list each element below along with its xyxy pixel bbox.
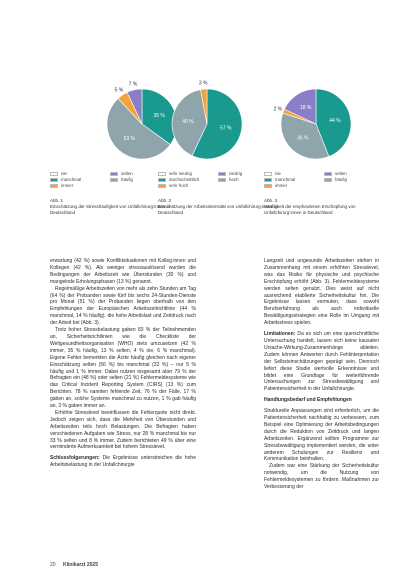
paragraph-text: Da es sich um eine querschnittliche Untersuchung handelt, lassen sich keine kausalen Ursache-Wirkung-Zusammenhänge ableiten. Zudem können Antworten durch Fehlinterpretation der Selbsteinschätzungen geprägt sein. Dennoch liefert diese Studie wertvolle Erkenntnisse und bildet eine Grundlage für weiterführende Untersuchungen zur Stressbewältigung und Patientensicherheit in der Unfallchirurgie. (264, 331, 379, 393)
legend-label: sehr hoch (169, 183, 189, 188)
legend-label: immer (275, 183, 288, 188)
legend-swatch (158, 184, 166, 188)
legend-row (264, 183, 384, 189)
legend-swatch (264, 178, 272, 182)
legend-row (158, 183, 278, 189)
pie-slice-label: 36 % (297, 135, 309, 142)
caption-number: Abb. 1 (50, 198, 64, 203)
caption-1 (50, 198, 175, 216)
legend-label: nie (275, 171, 281, 176)
legend-2 (158, 171, 278, 189)
legend-swatch (50, 184, 58, 188)
paragraph: erwartung (42 %) sowie Konfliktsituationen mit Kolleg:innen und Kollegen (42 %). Als weniger stressauslösend wurden die Bedingungen der Arbeitszeit wie Überstunden (30 %) und mangelnde Erholungsphasen (13 %) genannt. (50, 258, 196, 285)
paragraph: Langzeit und ungesunde Arbeitszeiten stehen in Zusammenhang mit einem erhöhten Stresslevel, was das Risiko für physische und psychische Erschöpfung erhöht (Abb. 3). Fehlermeldesysteme werden selten genutzt. Dies weist auf nicht ausreichend etablierte Sicherheitskultur hin. Die Ergebnisse lassen vermuten, dass sowohl Berufserfahrung als auch individuelle Bewältigungsstrategien eine Rolle im Umgang mit Arbeitsstress spielen. (264, 258, 379, 327)
paragraph (50, 455, 196, 469)
paragraph: Strukturelle Anpassungen sind erforderlich, um die Patientensicherheit nachhaltig zu verbessern, zum Beispiel eine Optimierung der Arbeitsbedingungen durch die Reduktion von Zeitdruck und langen Arbeitszeiten. Ergänzend sollten Programme zur Stressbewältigung implementiert werden, die unter anderem Schulungen zur Resilienz und Kommunikation beinhalten. (264, 408, 379, 463)
paragraph: Zudem war eine Stärkung der Sicherheitskultur notwendig, um die Nutzung von Fehlermeldesystemen zu fördern. Maßnahmen zur Verbesserung der (264, 463, 379, 491)
right-text-column (264, 258, 379, 491)
pie-slice-label: 35 % (153, 112, 165, 119)
legend-label: hoch (229, 177, 239, 182)
caption-number: Abb. 2 (158, 198, 172, 203)
pie-slice-label: 44 % (329, 117, 341, 124)
pie-slice-label: 3 % (198, 80, 208, 87)
pie-slice-label: 18 % (299, 105, 312, 112)
legend-item (324, 177, 384, 183)
page-number: 20 (50, 562, 56, 568)
pie-slice-label: 53 % (123, 135, 135, 142)
legend-swatch (218, 172, 226, 176)
legend-label: häufig (121, 177, 133, 182)
legend-swatch (324, 178, 332, 182)
left-text-column (50, 258, 196, 469)
caption-text: Häufigkeit der empfundenen Erschöpfung von Unfallchirurg:innen in Deutschland (264, 204, 356, 215)
paragraph-heading: Handlungsbedarf und Empfehlungen (264, 397, 352, 404)
pie-slice-label: 57 % (220, 125, 232, 132)
caption-text: Einschätzung der Stresshäufigkeit von Unfallchirurg:innen in Deutschland (50, 204, 171, 215)
paragraph-heading: Schlussfolgerungen: (50, 455, 100, 462)
paragraph: Trotz hoher Stressbelastung gaben 83 % der Teilnehmenden an, Sicherheitsrichtlinien wie die Checkliste der Weltgesundheitsorganisation (WHO) stets umzusetzen (42 % immer, 35 % häufig, 13 % selten, 4 % nie, 6 % manchmal). Eigene Fehler bemerkten die Ärzte häufig gleichen nach eigener Einschätzung selten (56 %) bis manchmal (32 %) – nur 5 % häufig und 1 % immer. Dabei nutzen insgesamt aber 79 % der Befragten ein (48 %) oder selten (21 %) Fehlermeldesysteme wie das Critical Incident Reporting System (CIRS) (13 %) zum Berichten. 78 % nannten fehlende Zeit, 76 % der Fälle, 17 % gaben an, solche Systeme manchmal zu nutzen, 1 % gab häufig an, 3 % gaben immer an. (50, 327, 196, 410)
pie-chart-2 (147, 78, 267, 170)
paragraph: Regelmäßige Arbeitszeiten von mehr als zehn Stunden am Tag (64 %) der Probanden sowie fünf bis sechs 24-Stunden-Dienste pro Monat (51 %) der Probanden liegen oberhalb von den Empfehlungen der Europäischen Arbeitszeitrichtlinie (44 % manchmal, 14 % häufig), die hohe Arbeitslast und Zeitdruck nach der Arbeit bei (Abb. 3). (50, 285, 196, 327)
paragraph: Erhöhte Stresslevel beeinflussen die Fehlerquote nicht direkt. Jedoch zeigen sich, dass die Mehrheit von Überstunden und Arbeitszeiten teils hoch Belastungen. Die Befragten haben verschiedenen Aufgaben wie Stress, nur 28 % manchmal bis nur 33 % selten und 8 % immer. Zudem berichteten 49 % über eine verminderte Aufmerksamkeit bei hohem Stresslevel. (50, 409, 196, 451)
legend-swatch (158, 178, 166, 182)
paragraph (264, 397, 379, 404)
legend-label: niedrig (229, 171, 243, 176)
legend-swatch (50, 172, 58, 176)
legend-item (50, 183, 110, 189)
legend-swatch (324, 172, 332, 176)
caption-number: Abb. 3 (264, 198, 278, 203)
page-footer (50, 562, 98, 568)
legend-item (264, 183, 324, 189)
paragraph (264, 331, 379, 393)
legend-swatch (110, 172, 118, 176)
chart-2 (147, 78, 267, 170)
paragraph-heading: Limitationen: (264, 331, 296, 338)
legend-swatch (50, 178, 58, 182)
legend-swatch (264, 172, 272, 176)
paragraph-text: Die Ergebnisse unterstreichen die hohe Arbeitsbelastung in der Unfallchirurgie (50, 455, 196, 469)
legend-swatch (218, 178, 226, 182)
legend-label: nie (61, 171, 67, 176)
legend-label: selten (335, 171, 347, 176)
pie-chart-3 (256, 78, 376, 170)
legend-label: manchmal (61, 177, 82, 182)
pie-slice-label: 40 % (182, 119, 194, 126)
legend-row (50, 183, 170, 189)
journal-name: Klinikarzt 2025 (62, 562, 98, 568)
chart-3 (256, 78, 376, 170)
legend-label: sehr niedrig (169, 171, 192, 176)
legend-label: immer (61, 183, 74, 188)
caption-3 (264, 198, 389, 216)
legend-item (158, 183, 218, 189)
caption-text: Einschätzung der Arbeitsintensität von Unfallchirurg:innen in Deutschland (158, 204, 278, 215)
pie-slice-label: 5 % (114, 87, 124, 94)
pie-slice-label: 7 % (128, 81, 138, 88)
legend-1 (50, 171, 170, 189)
legend-swatch (110, 178, 118, 182)
legend-label: selten (121, 171, 133, 176)
legend-swatch (264, 184, 272, 188)
legend-swatch (158, 172, 166, 176)
legend-label: häufig (335, 177, 347, 182)
pie-slice-label: 2 % (273, 106, 283, 113)
legend-label: manchmal (275, 177, 296, 182)
legend-label: durchschnittlich (169, 177, 200, 182)
legend-3 (264, 171, 384, 189)
